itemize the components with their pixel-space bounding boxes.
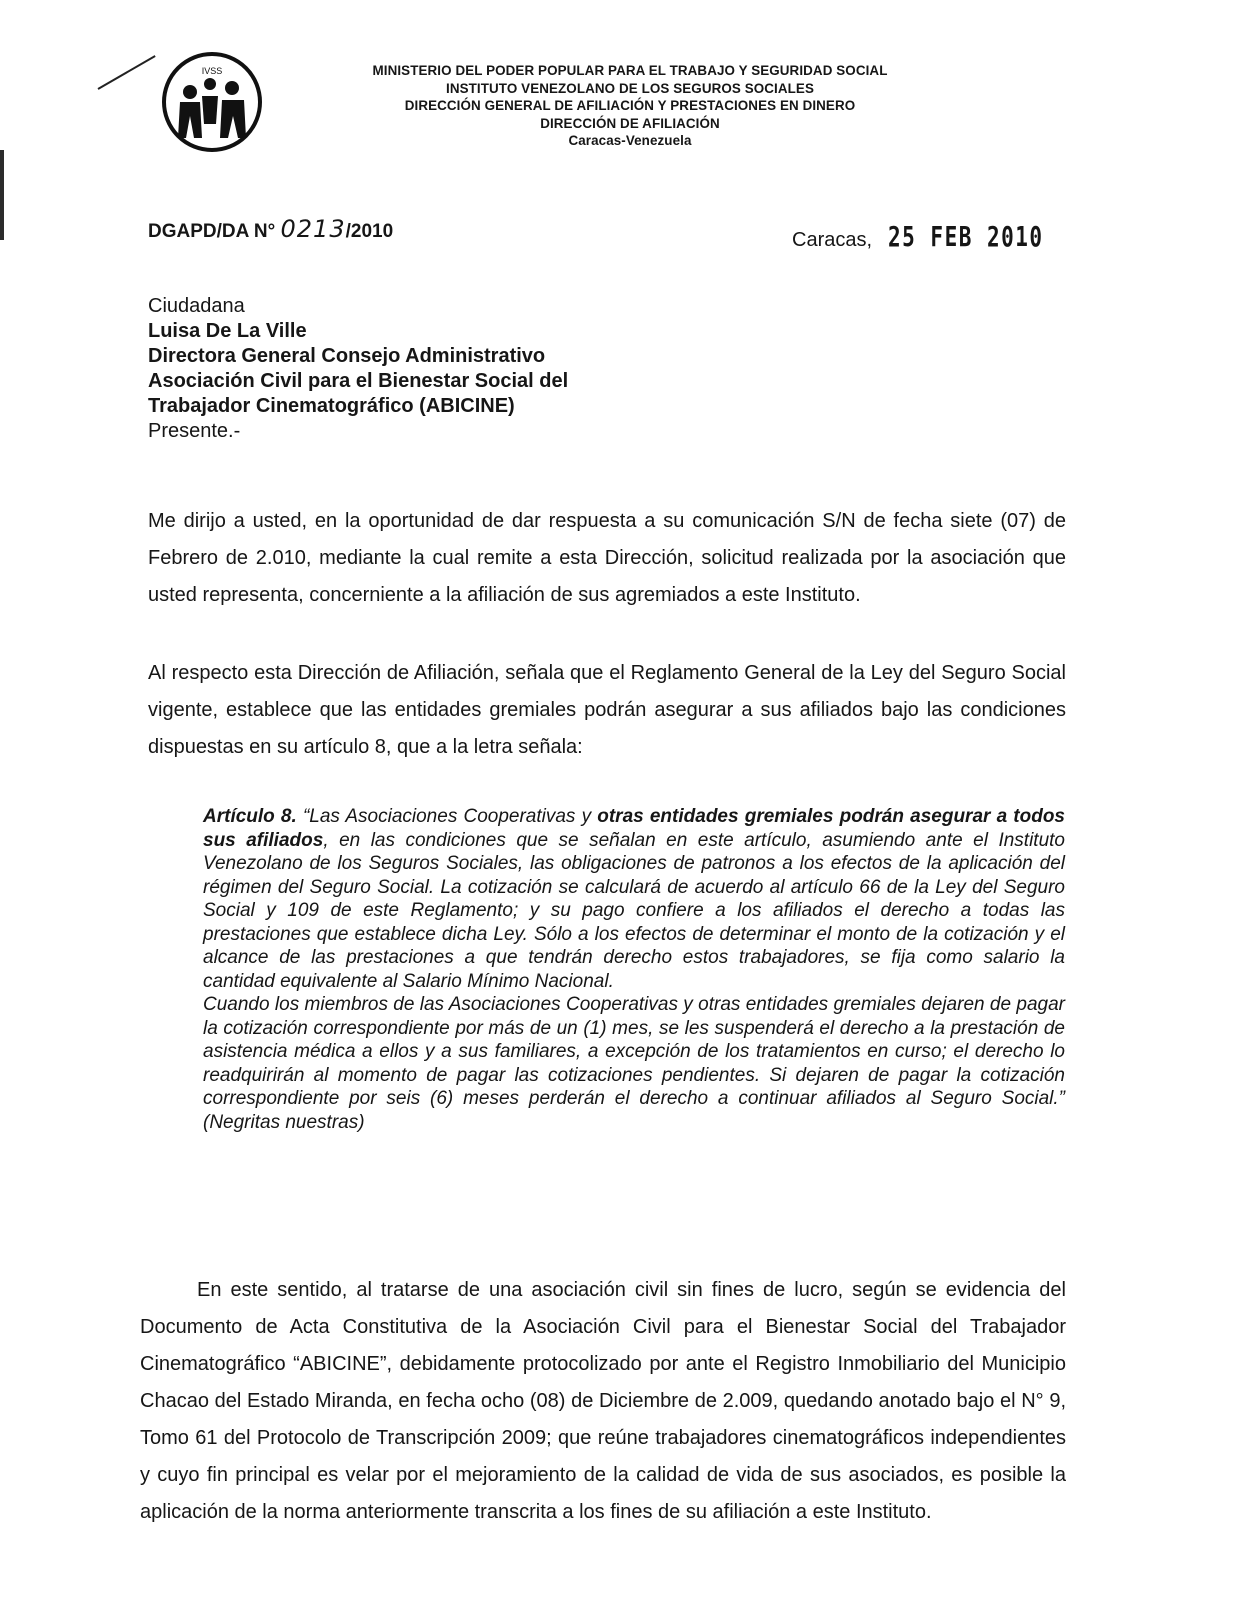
quote-article-label: Artículo 8. (203, 806, 297, 827)
addressee-organization-line1: Asociación Civil para el Bienestar Social del (148, 370, 569, 392)
addressee-name: Luisa De La Ville (148, 320, 307, 342)
scan-edge-mark (0, 150, 4, 240)
letter-date (792, 220, 1095, 253)
reference-handwritten-number: 0213 (280, 215, 346, 243)
addressee-salutation: Ciudadana (148, 295, 245, 317)
quote-emphasis: otras entidades gremiales podrán asegurar a todos sus afiliados (203, 806, 1065, 851)
addressee-organization-line2: Trabajador Cinematográfico (ABICINE) (148, 395, 515, 417)
letterhead-ministry: MINISTERIO DEL PODER POPULAR PARA EL TRABAJO Y SEGURIDAD SOCIAL (372, 63, 888, 78)
date-label: Caracas, (792, 229, 873, 251)
quote-text-2: , en las condiciones que se señalan en este artículo, asumiendo ante el Instituto Venezolano de los Seguros Sociales, las obligaciones de patronos a los efectos de la aplicación del régimen del Seguro Social. La cotización se calculará de acuerdo al artículo 66 de la Ley del Seguro Social y 109 de este Reglamento; y su pago confiere a los afiliados el derecho a todas las prestaciones que establece dicha Ley. Sólo a los efectos de determinar el monto de la cotización y el alcance de las prestaciones a que tendrán derecho estos trabajadores, se fija como salario la cantidad equivalente al Salario Mínimo Nacional. (203, 829, 1065, 992)
pen-stroke-mark (98, 55, 156, 90)
ivss-logo (160, 50, 264, 154)
date-stamp: 25 FEB 2010 (887, 220, 1044, 253)
addressee-closing: Presente.- (148, 420, 241, 442)
reference-prefix: DGAPD/DA N° (148, 221, 276, 242)
logo-label: IVSS (201, 66, 223, 76)
reference-number (148, 215, 393, 243)
addressee-title: Directora General Consejo Administrativo (148, 345, 546, 367)
letterhead-institute: INSTITUTO VENEZOLANO DE LOS SEGUROS SOCIALES (446, 80, 814, 96)
quote-paragraph-1 (203, 805, 1065, 993)
quote-text-1: “Las Asociaciones Cooperativas y (296, 806, 598, 827)
letterhead (300, 62, 960, 150)
letterhead-directorate: DIRECCIÓN DE AFILIACIÓN (540, 115, 720, 131)
article-8-quote (203, 805, 1065, 1134)
letterhead-city: Caracas-Venezuela (568, 133, 692, 148)
reference-suffix: /2010 (345, 221, 394, 242)
addressee-block (148, 294, 568, 444)
body-paragraph-2: Al respecto esta Dirección de Afiliación, señala que el Reglamento General de la Ley del Seguro Social vigente, establece que las entidades gremiales podrán asegurar a sus afiliados bajo las condiciones dispuestas en su artículo 8, que a la letra señala: (148, 662, 1066, 758)
body-paragraph-3: En este sentido, al tratarse de una asociación civil sin fines de lucro, según se evidencia del Documento de Acta Constitutiva de la Asociación Civil para el Bienestar Social del Trabajador Cinematográfico “ABICINE”, debidamente protocolizado por ante el Registro Inmobiliario del Municipio Chacao del Estado Miranda, en fecha ocho (08) de Diciembre de 2.009, quedando anotado bajo el N° 9, Tomo 61 del Protocolo de Transcripción 2009; que reúne trabajadores cinematográficos independientes y cuyo fin principal es velar por el mejoramiento de la calidad de vida de sus asociados, es posible la aplicación de la norma anteriormente transcrita a los fines de su afiliación a este Instituto. (140, 1279, 1066, 1523)
body-paragraph-1: Me dirijo a usted, en la oportunidad de dar respuesta a su comunicación S/N de fecha siete (07) de Febrero de 2.010, mediante la cual remite a esta Dirección, solicitud realizada por la asociación que usted representa, concerniente a la afiliación de sus agremiados a este Instituto. (148, 510, 1066, 606)
letterhead-directorate-general: DIRECCIÓN GENERAL DE AFILIACIÓN Y PRESTACIONES EN DINERO (404, 98, 856, 113)
quote-paragraph-2: Cuando los miembros de las Asociaciones Cooperativas y otras entidades gremiales dejaren de pagar la cotización correspondiente por más de un (1) mes, se les suspenderá el derecho a la prestación de asistencia médica a ellos y a sus familiares, a excepción de los tratamientos en curso; el derecho lo readquirirán al momento de pagar las cotizaciones pendientes. Si dejaren de pagar la cotización correspondiente por seis (6) meses perderán el derecho a continuar afiliados al Seguro Social.” (Negritas nuestras) (203, 994, 1065, 1133)
